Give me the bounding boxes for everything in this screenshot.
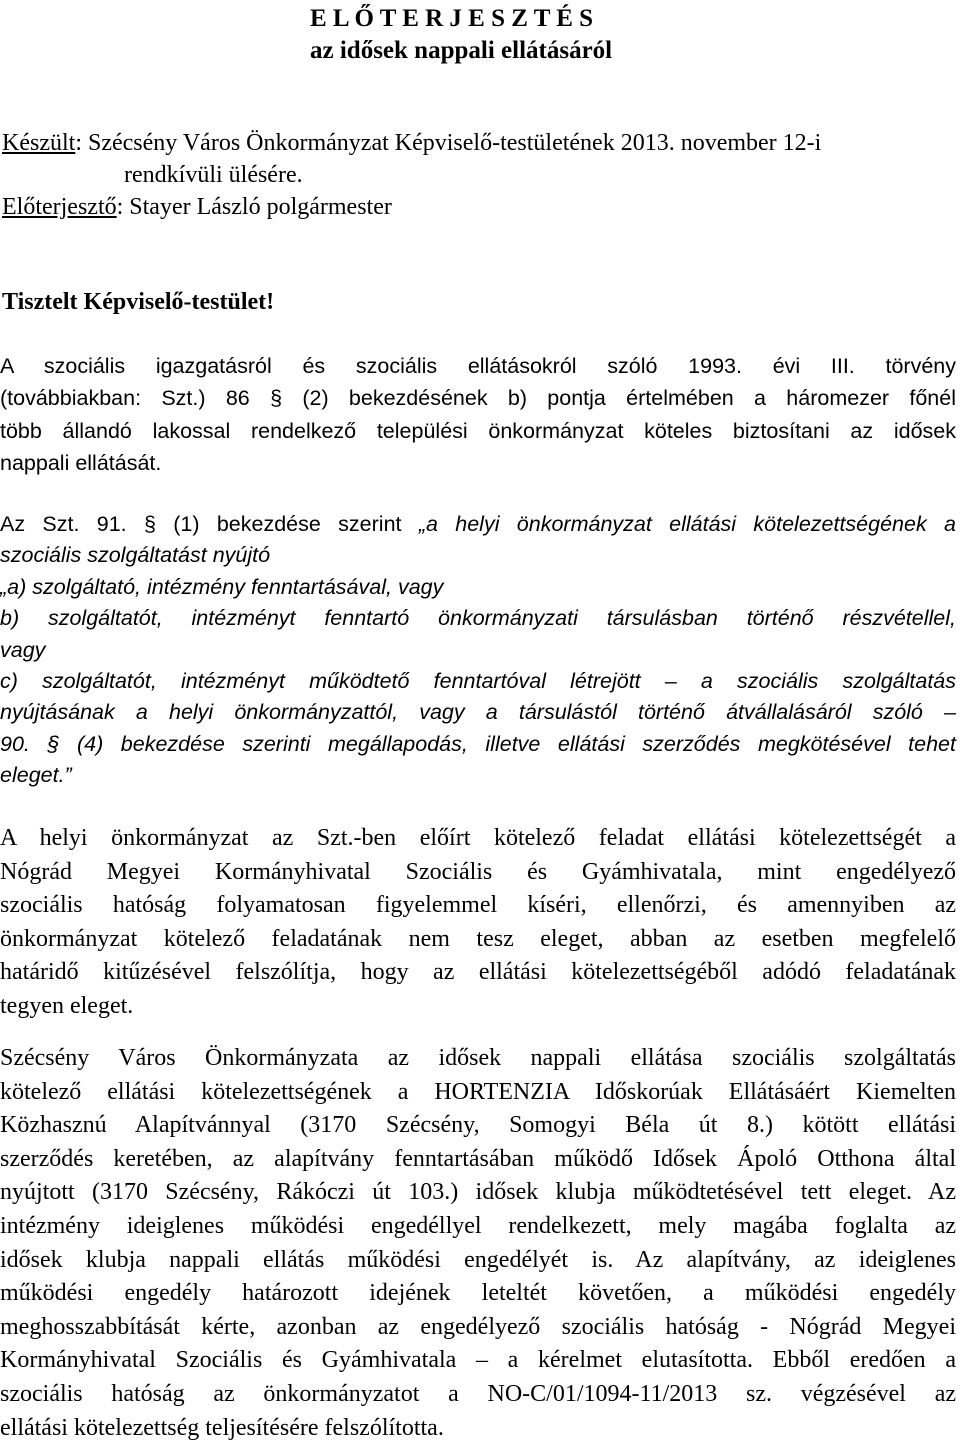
paragraph-line: nyújtásának a helyi önkormányzattól, vagy a társulástól történő átvállalásáról szóló – bbox=[0, 700, 956, 725]
paragraph-line: szociális hatóság az önkormányzatot a NO-C/01/1094-11/2013 sz. végzésével az bbox=[0, 1380, 956, 1407]
paragraph-line: intézmény ideiglenes működési engedéllyel rendelkezett, mely magába foglalta az bbox=[0, 1212, 956, 1239]
presenter-label: Előterjesztő bbox=[2, 194, 117, 220]
paragraph-line: tegyen eleget. bbox=[0, 992, 134, 1019]
paragraph-line: ellátási kötelezettség teljesítésére felszólította. bbox=[0, 1414, 444, 1441]
paragraph-line: több állandó lakossal rendelkező települési önkormányzat köteles biztosítani az idősek bbox=[0, 418, 956, 443]
paragraph-line: vagy bbox=[0, 637, 46, 662]
document-subtitle: az idősek nappali ellátásáról bbox=[310, 37, 613, 64]
prepared-label: Készült bbox=[2, 130, 76, 156]
paragraph-line bbox=[0, 509, 956, 540]
paragraph-line: Közhasznú Alapítvánnyal (3170 Szécsény, Somogyi Béla út 8.) kötött ellátási bbox=[0, 1112, 956, 1139]
paragraph-3 bbox=[0, 822, 956, 1024]
paragraph-line: Kormányhivatal Szociális és Gyámhivatala – a kérelmet elutasította. Ebből eredően a bbox=[0, 1347, 956, 1374]
paragraph-line: kötelező ellátási kötelezettségének a HORTENZIA Időskorúak Ellátásáért Kiemelten bbox=[0, 1078, 956, 1105]
prepared-text-1: : Szécsény Város Önkormányzat Képviselő-testületének 2013. november 12-i bbox=[75, 130, 822, 156]
salutation: Tisztelt Képviselő-testület! bbox=[2, 289, 275, 315]
paragraph-line: A helyi önkormányzat az Szt.-ben előírt kötelező feladat ellátási kötelezettségét a bbox=[0, 825, 956, 851]
paragraph-line: b) szolgáltatót, intézményt fenntartó önkormányzati társulásban történő részvétellel, bbox=[0, 606, 956, 631]
paragraph-line: „a) szolgáltató, intézmény fenntartásával, vagy bbox=[0, 574, 444, 599]
paragraph-line: Nógrád Megyei Kormányhivatal Szociális és Gyámhivatala, mint engedélyező bbox=[0, 858, 956, 885]
paragraph-line: idősek klubja nappali ellátás működési engedélyét is. Az alapítvány, az ideiglenes bbox=[0, 1246, 956, 1273]
paragraph-2-quote-start: „a helyi önkormányzat ellátási kötelezettségének a bbox=[418, 512, 956, 536]
paragraph-line: működési engedély határozott idejének leteltét követően, a működési engedély bbox=[0, 1280, 956, 1307]
paragraph-2-intro: Az Szt. 91. § (1) bekezdése szerint bbox=[0, 512, 419, 536]
paragraph-line: önkormányzat kötelező feladatának nem tesz eleget, abban az esetben megfelelő bbox=[0, 925, 956, 952]
paragraph-line: határidő kitűzésével felszólítja, hogy az ellátási kötelezettségéből adódó feladatának bbox=[0, 959, 956, 986]
paragraph-line: meghosszabbítását kérte, azonban az engedélyező szociális hatóság - Nógrád Megyei bbox=[0, 1313, 956, 1340]
prepared-line-2: rendkívüli ülésére. bbox=[124, 162, 303, 188]
prepared-line-1 bbox=[2, 128, 821, 158]
paragraph-1 bbox=[0, 350, 956, 479]
paragraph-line: (továbbiakban: Szt.) 86 § (2) bekezdésének b) pontja értelmében a háromezer főnél bbox=[0, 386, 956, 411]
paragraph-line: nappali ellátását. bbox=[0, 450, 162, 475]
paragraph-line: szociális szolgáltatást nyújtó bbox=[0, 543, 271, 568]
paragraph-line: Szécsény Város Önkormányzata az idősek nappali ellátása szociális szolgáltatás bbox=[0, 1045, 956, 1071]
paragraph-2 bbox=[0, 509, 956, 792]
paragraph-line: szociális hatóság folyamatosan figyelemmel kíséri, ellenőrzi, és amennyiben az bbox=[0, 892, 956, 919]
paragraph-line: c) szolgáltatót, intézményt működtető fenntartóval létrejött – a szociális szolgáltatás bbox=[0, 669, 956, 694]
paragraph-4 bbox=[0, 1042, 956, 1445]
presenter-text: : Stayer László polgármester bbox=[116, 194, 392, 220]
paragraph-line: eleget.” bbox=[0, 763, 72, 788]
paragraph-line: nyújtott (3170 Szécsény, Rákóczi út 103.) idősek klubja működtetésével tett eleget. Az bbox=[0, 1179, 956, 1206]
paragraph-line: 90. § (4) bekezdése szerinti megállapodás, illetve ellátási szerződés megkötésével tehet bbox=[0, 731, 956, 756]
document-title: E L Ő T E R J E S Z T É S bbox=[310, 5, 594, 32]
paragraph-line: szerződés keretében, az alapítvány fenntartásában működő Idősek Ápoló Otthona által bbox=[0, 1145, 956, 1172]
presenter-line bbox=[2, 192, 392, 222]
paragraph-line: A szociális igazgatásról és szociális ellátásokról szóló 1993. évi III. törvény bbox=[0, 354, 956, 378]
